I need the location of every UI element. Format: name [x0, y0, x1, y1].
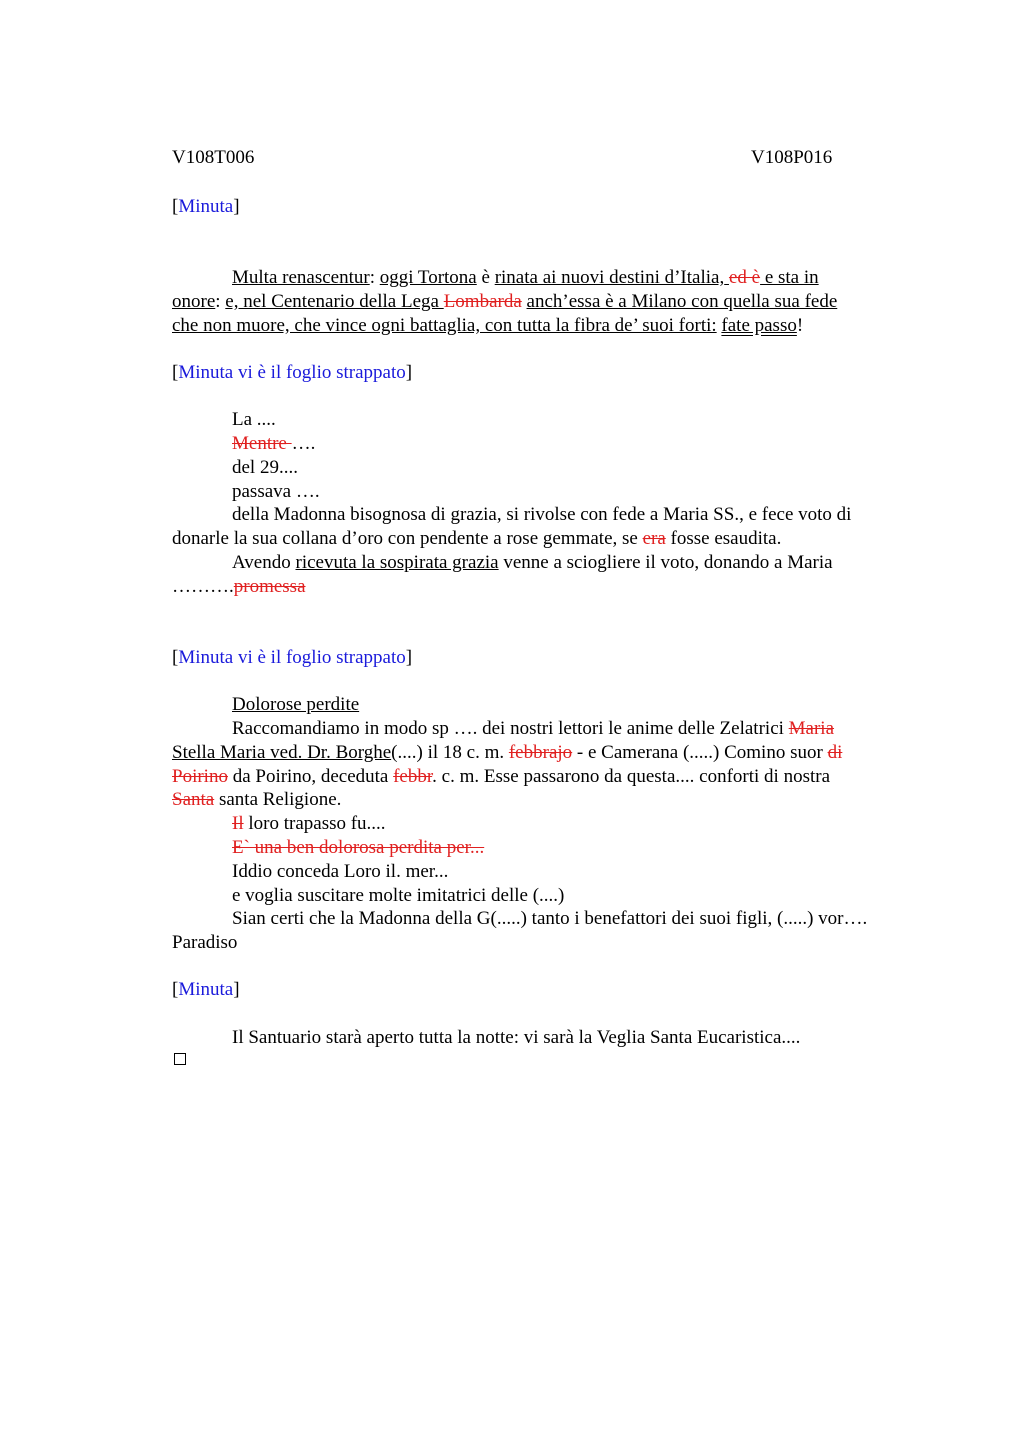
- s3l5-b: loro trapasso fu....: [243, 813, 386, 834]
- s2l2-deleted: Mentre: [232, 433, 292, 454]
- s1l1-d: è: [476, 267, 495, 288]
- s2l7-b: ricevuta la sospirata grazia: [295, 552, 499, 573]
- s1l1-c: oggi Tortona: [379, 267, 477, 288]
- s2-line8: [172, 575, 306, 599]
- s3l4-a-deleted: Santa: [172, 789, 215, 810]
- s1l3-a: che non muore, che vince ogni battaglia, con tutta la fibra de’ suoi forti:: [172, 315, 717, 336]
- s3l3-a-deleted: Poirino: [172, 766, 228, 787]
- s2l7-c: venne a sciogliere il voto, donando a Maria: [498, 552, 833, 573]
- s3l2-c-deleted: febbrajo: [508, 742, 573, 763]
- s1l3-d: !: [796, 315, 804, 336]
- s1l2-f: anch’essa è a Milano con quella sua fede: [526, 291, 838, 312]
- s4-line: Il Santuario starà aperto tutta la notte: vi sarà la Veglia Santa Eucaristica....: [232, 1027, 801, 1048]
- section1-line1: [232, 266, 819, 290]
- section3-heading: Dolorose perdite: [232, 694, 360, 715]
- s1l2-d-deleted: Lombarda: [443, 291, 522, 312]
- s1l1-e: rinata ai nuovi destini d’Italia,: [494, 267, 725, 288]
- s1l2-a: onore: [172, 291, 216, 312]
- section2-tag-text: Minuta vi è il foglio strappato: [178, 362, 406, 383]
- s2-line7: [232, 551, 833, 575]
- s2-line4: passava ….: [232, 481, 320, 502]
- s3-line10: Paradiso: [172, 932, 238, 953]
- s3l4-b: santa Religione.: [214, 789, 342, 810]
- s3-line7: Iddio conceda Loro il. mer...: [232, 861, 449, 882]
- s2l6-a: donarle la sua collana d’oro con pendente a rose gemmate, se: [172, 528, 643, 549]
- s3l3-d: . c. m. Esse passarono da questa.... conforti di nostra: [432, 766, 831, 787]
- section1-tag-text: Minuta: [178, 196, 234, 217]
- section1-line3: [172, 314, 803, 338]
- s3l2-b: (....) il 18 c. m.: [391, 742, 509, 763]
- s2l7-a: Avendo: [232, 552, 296, 573]
- s1l3-c: fate passo: [721, 315, 797, 336]
- s3l2-e-deleted: di: [827, 742, 843, 763]
- s3-line3: [172, 765, 830, 789]
- s3-line6-deleted: E` una ben dolorosa perdita per...: [232, 837, 485, 858]
- s2l8-deleted: promessa: [233, 576, 306, 597]
- s2-line6: [172, 527, 781, 551]
- s3-line1: [232, 717, 834, 741]
- s3l1-a: Raccomandiamo in modo sp …. dei nostri lettori le anime delle Zelatrici: [232, 718, 789, 739]
- s3l2-d: - e Camerana (.....) Comino suor: [572, 742, 828, 763]
- s2-line5: della Madonna bisognosa di grazia, si rivolse con fede a Maria SS., e fece voto di: [232, 504, 852, 525]
- section4-tag-text: Minuta: [178, 979, 234, 1000]
- s3-line2: [172, 741, 842, 765]
- s1l2-c: e, nel Centenario della Lega: [225, 291, 444, 312]
- s3l5-a-deleted: Il: [232, 813, 244, 834]
- s1l2-b: :: [215, 291, 226, 312]
- s3l3-b: da Poirino, deceduta: [227, 766, 394, 787]
- s2-line1: La ....: [232, 409, 276, 430]
- s3l2-a: Stella Maria ved. Dr. Borghe: [172, 742, 392, 763]
- empty-square-icon: [174, 1053, 186, 1065]
- right-code: V108P016: [751, 147, 833, 168]
- s2l2-rest: ….: [291, 433, 316, 454]
- section1-line2: [172, 290, 837, 314]
- s1l1-a: Multa renascentur: [232, 267, 370, 288]
- s2l6-deleted: era: [642, 528, 666, 549]
- s3-line5: [232, 812, 386, 836]
- s3-line9: Sian certi che la Madonna della G(.....) tanto i benefattori dei suoi figli, (.....) vor….: [232, 908, 868, 929]
- s3-line8: e voglia suscitare molte imitatrici delle (....): [232, 885, 565, 906]
- s1l1-g-deleted: ed è: [728, 267, 761, 288]
- s3l1-deleted: Maria: [788, 718, 835, 739]
- s2-line2: [232, 432, 315, 456]
- s1l1-b: :: [369, 267, 380, 288]
- s3-line4: [172, 788, 341, 812]
- section3-tag-text: Minuta vi è il foglio strappato: [178, 647, 406, 668]
- section2-tag: [Minuta vi è il foglio strappato]: [172, 362, 413, 383]
- s1l1-h: e sta in: [760, 267, 819, 288]
- s3l3-c-deleted: febbr: [393, 766, 433, 787]
- left-code: V108T006: [172, 147, 255, 168]
- s2l8-a: ……….: [172, 576, 234, 597]
- s2l6-c: fosse esaudita.: [665, 528, 782, 549]
- section4-tag: [Minuta]: [172, 979, 240, 1000]
- section3-tag: [Minuta vi è il foglio strappato]: [172, 647, 413, 668]
- s2-line3: del 29....: [232, 457, 298, 478]
- section1-tag: [Minuta]: [172, 196, 240, 217]
